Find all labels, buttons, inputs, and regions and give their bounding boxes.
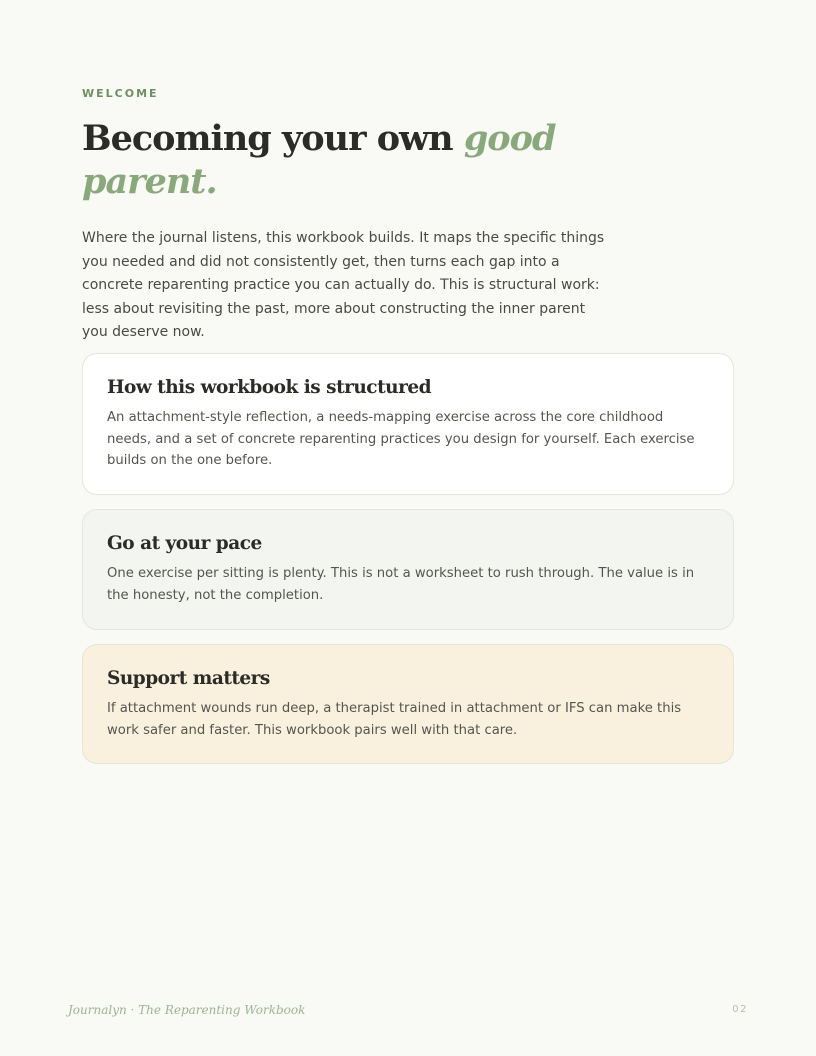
- card-support: [82, 644, 734, 764]
- page-number: 02: [732, 1004, 748, 1015]
- page-title: [82, 117, 602, 203]
- card-body: If attachment wounds run deep, a therapist trained in attachment or IFS can make this work safer and faster. This workbook pairs well with that care.: [107, 701, 682, 738]
- card-structure: [82, 353, 734, 495]
- section-eyebrow: WELCOME: [82, 87, 159, 100]
- footer-brand: Journalyn · The Reparenting Workbook: [68, 1003, 306, 1017]
- card-title: Go at your pace: [107, 533, 262, 554]
- card-title: How this workbook is structured: [107, 377, 432, 398]
- card-pace: [82, 509, 734, 630]
- card-body: An attachment-style reflection, a needs-mapping exercise across the core childhood needs, and a set of concrete reparenting practices you design for yourself. Each exercise builds on the one before.: [107, 410, 695, 468]
- card-body: One exercise per sitting is plenty. This is not a worksheet to rush through. The value is in the honesty, not the completion.: [107, 566, 695, 603]
- page-title-accent: good parent.: [82, 118, 556, 202]
- page-title-main: Becoming your own: [82, 118, 464, 159]
- intro-paragraph: Where the journal listens, this workbook builds. It maps the specific things you needed and did not consistently get, then turns each gap into a concrete reparenting practice you can actually do. This is structural work: less about revisiting the past, more about constructing the inner parent you deserve now.: [82, 230, 605, 340]
- card-title: Support matters: [107, 668, 270, 689]
